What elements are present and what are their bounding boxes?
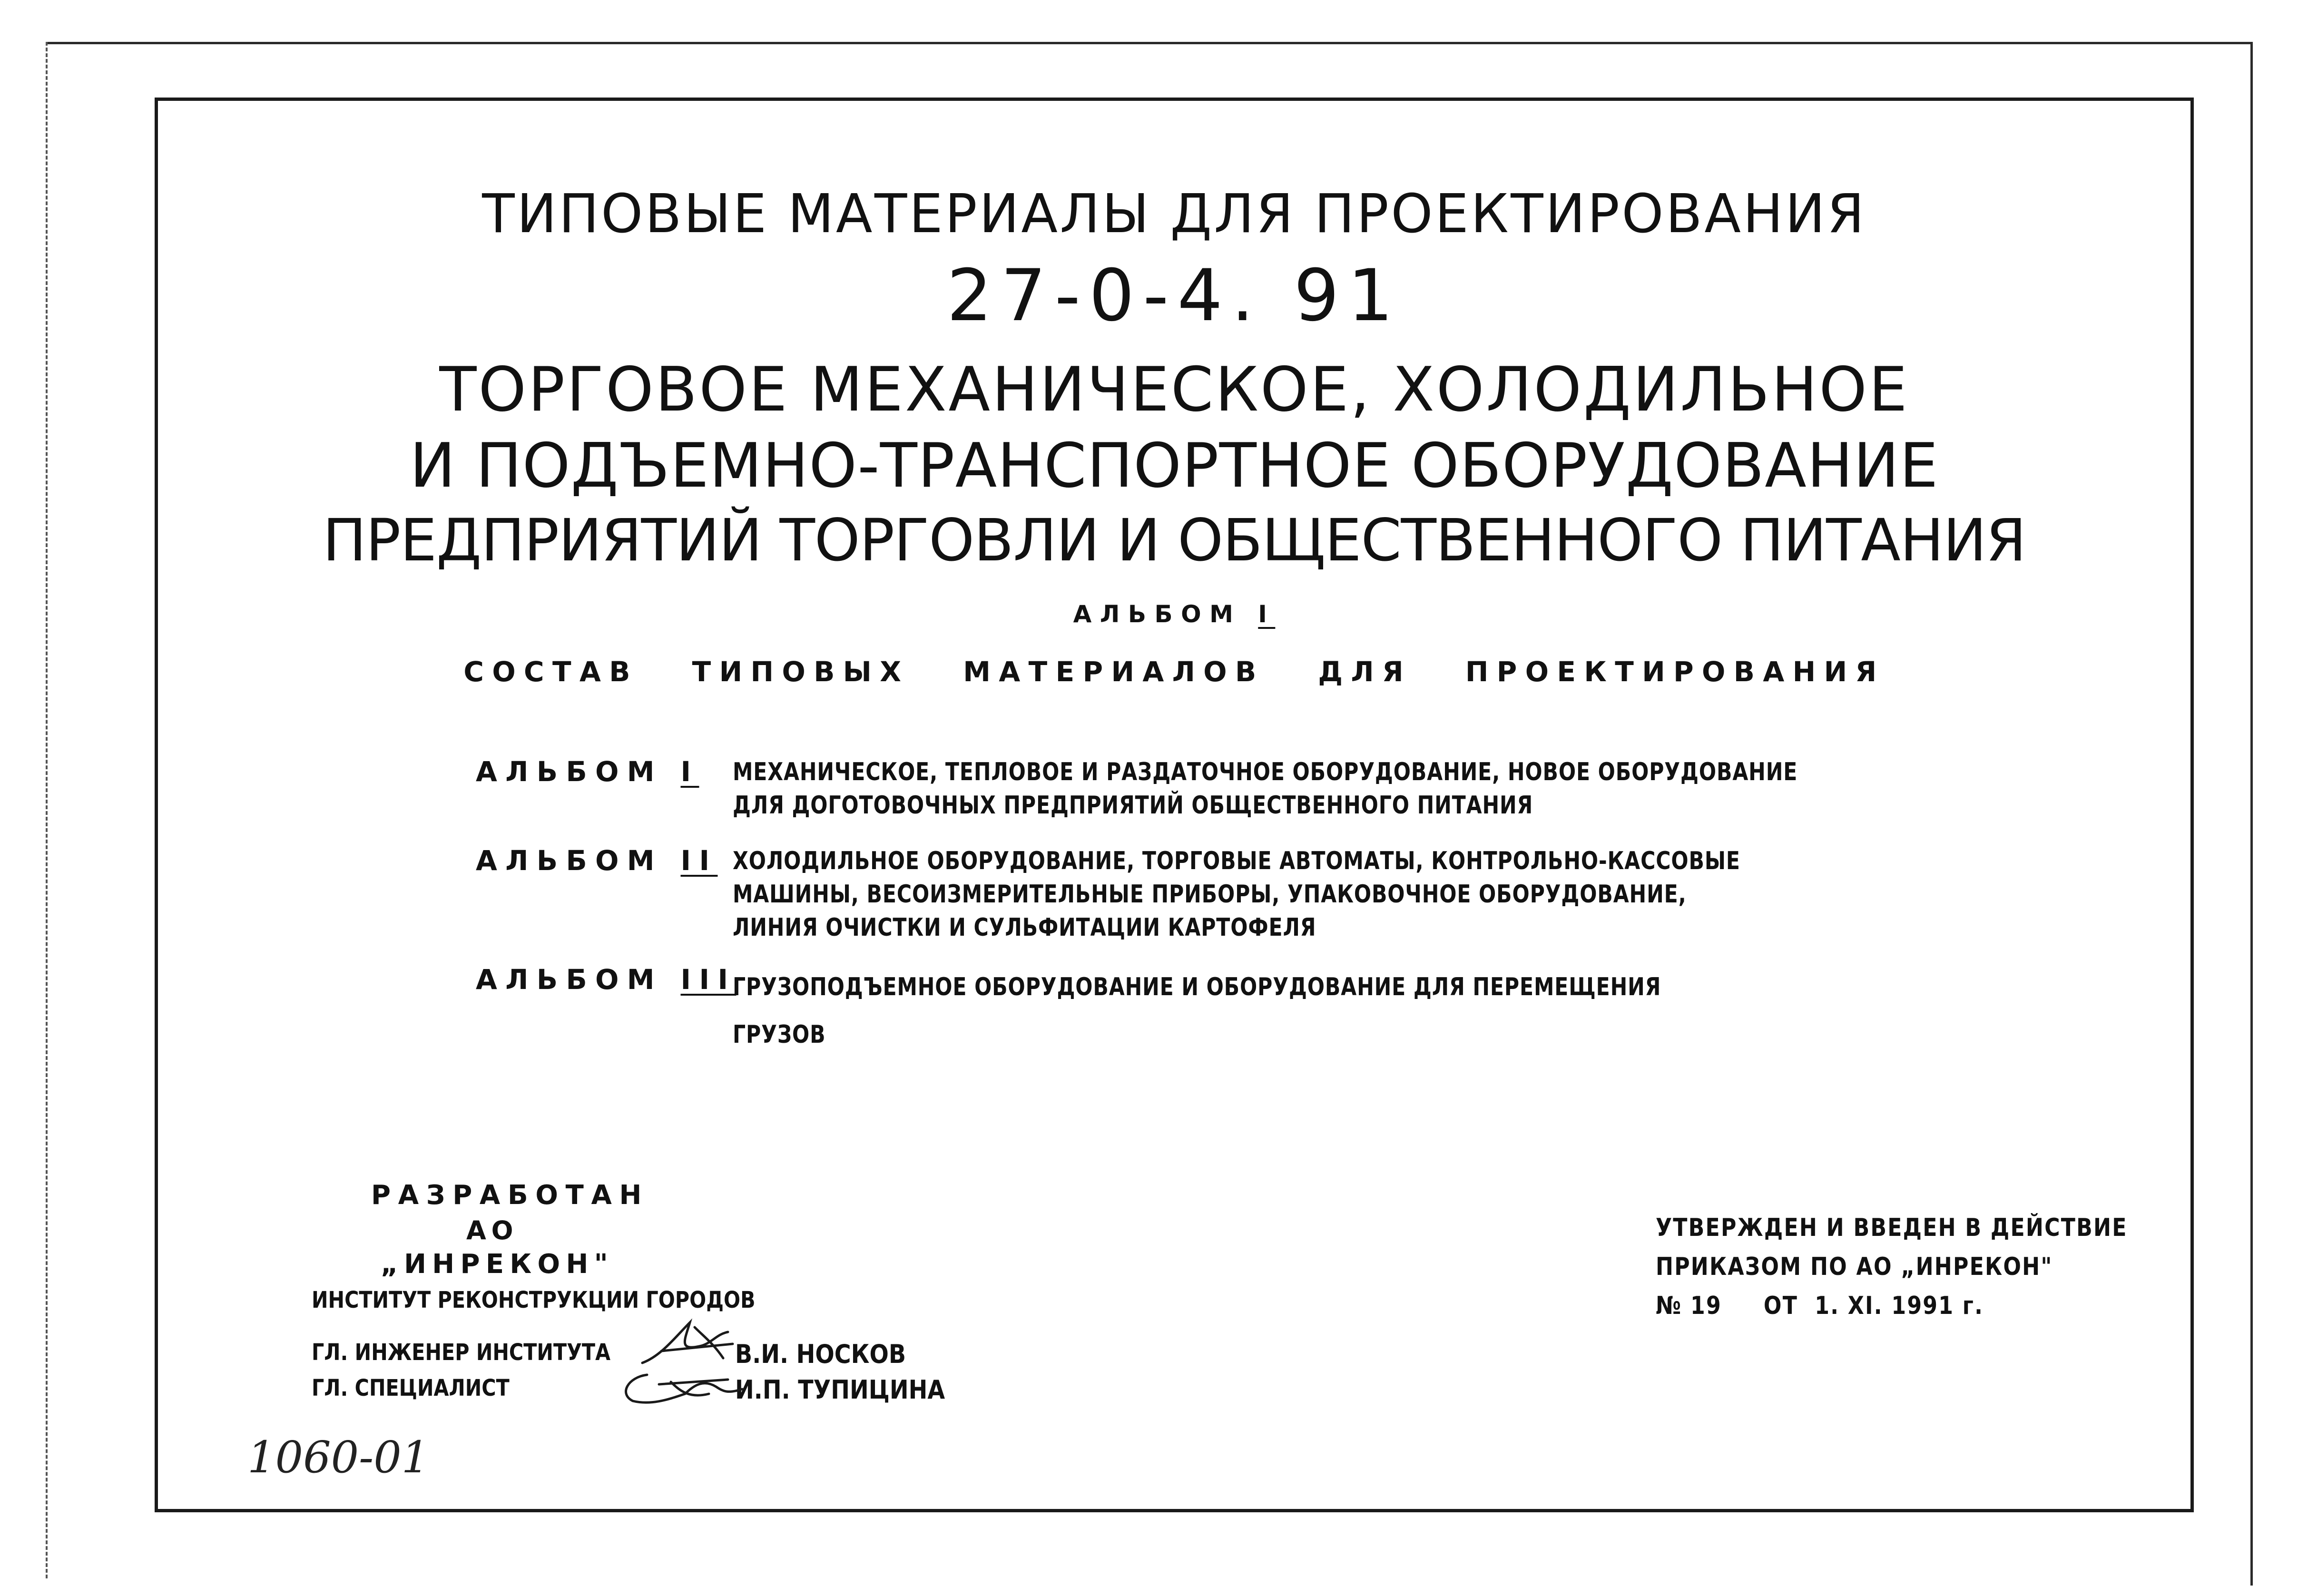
album-2-description xyxy=(733,844,1740,944)
developer-org-type: АО xyxy=(466,1215,519,1245)
header-title: ТИПОВЫЕ МАТЕРИАЛЫ ДЛЯ ПРОЕКТИРОВАНИЯ xyxy=(482,183,1866,245)
album-2-line-2: МАШИНЫ, ВЕСОИЗМЕРИТЕЛЬНЫЕ ПРИБОРЫ, УПАКОВОЧНОЕ ОБОРУДОВАНИЕ, xyxy=(733,880,1687,909)
sheet-number: 1060-01 xyxy=(247,1432,430,1483)
album-label-text: АЛЬБОМ xyxy=(476,844,663,877)
current-album-label: АЛЬБОМ xyxy=(1073,600,1242,628)
album-2-label xyxy=(476,844,717,877)
main-title-line-2: И ПОДЪЕМНО-ТРАНСПОРТНОЕ ОБОРУДОВАНИЕ xyxy=(410,431,1939,501)
album-3-description xyxy=(733,963,1661,1058)
signature-chief-engineer xyxy=(633,1318,742,1370)
album-label-text: АЛЬБОМ xyxy=(476,755,663,788)
signature-chief-specialist xyxy=(614,1365,747,1408)
composition-heading: СОСТАВ ТИПОВЫХ МАТЕРИАЛОВ ДЛЯ ПРОЕКТИРОВАНИЯ xyxy=(463,656,1885,688)
approval-order-number: № 19 ОТ 1. XI. 1991 г. xyxy=(1656,1292,1984,1320)
album-3-label xyxy=(476,963,736,996)
album-numeral: II xyxy=(680,844,718,877)
album-1-line-1: МЕХАНИЧЕСКОЕ, ТЕПЛОВОЕ И РАЗДАТОЧНОЕ ОБОРУДОВАНИЕ, НОВОЕ ОБОРУДОВАНИЕ xyxy=(733,758,1798,786)
current-album-numeral: I xyxy=(1258,600,1276,628)
developer-org-name: „ИНРЕКОН" xyxy=(381,1249,614,1280)
album-numeral: III xyxy=(680,963,737,996)
chief-engineer-role: ГЛ. ИНЖЕНЕР ИНСТИТУТА xyxy=(312,1339,611,1366)
album-1-label xyxy=(476,755,699,788)
chief-specialist-name: И.П. ТУПИЦИНА xyxy=(735,1375,945,1405)
album-3-line-2: ГРУЗОВ xyxy=(733,1020,826,1049)
album-2-line-1: ХОЛОДИЛЬНОЕ ОБОРУДОВАНИЕ, ТОРГОВЫЕ АВТОМАТЫ, КОНТРОЛЬНО-КАССОВЫЕ xyxy=(733,847,1740,875)
developer-institute: ИНСТИТУТ РЕКОНСТРУКЦИИ ГОРОДОВ xyxy=(312,1287,756,1313)
outer-frame-left-edge xyxy=(46,42,48,1578)
chief-engineer-name: В.И. НОСКОВ xyxy=(735,1339,906,1369)
approval-block xyxy=(1656,1208,2128,1325)
current-album xyxy=(155,600,2194,628)
developer-heading: РАЗРАБОТАН xyxy=(371,1180,649,1211)
album-1-line-2: ДЛЯ ДОГОТОВОЧНЫХ ПРЕДПРИЯТИЙ ОБЩЕСТВЕННОГО ПИТАНИЯ xyxy=(733,791,1533,820)
album-label-text: АЛЬБОМ xyxy=(476,963,663,996)
album-1-description xyxy=(733,755,1797,822)
album-numeral: I xyxy=(680,755,699,788)
main-title-line-3: ПРЕДПРИЯТИЙ ТОРГОВЛИ И ОБЩЕСТВЕННОГО ПИТАНИЯ xyxy=(323,507,2026,574)
main-title-line-1: ТОРГОВОЕ МЕХАНИЧЕСКОЕ, ХОЛОДИЛЬНОЕ xyxy=(439,354,1909,425)
chief-specialist-role: ГЛ. СПЕЦИАЛИСТ xyxy=(312,1375,510,1401)
album-3-line-1: ГРУЗОПОДЪЕМНОЕ ОБОРУДОВАНИЕ И ОБОРУДОВАНИЕ ДЛЯ ПЕРЕМЕЩЕНИЯ xyxy=(733,973,1661,1001)
album-2-line-3: ЛИНИЯ ОЧИСТКИ И СУЛЬФИТАЦИИ КАРТОФЕЛЯ xyxy=(733,913,1316,942)
approval-line-2: ПРИКАЗОМ ПО АО „ИНРЕКОН" xyxy=(1656,1253,2053,1281)
approval-line-1: УТВЕРЖДЕН И ВВЕДЕН В ДЕЙСТВИЕ xyxy=(1656,1214,2128,1242)
document-code: 27-0-4. 91 xyxy=(946,255,1402,337)
